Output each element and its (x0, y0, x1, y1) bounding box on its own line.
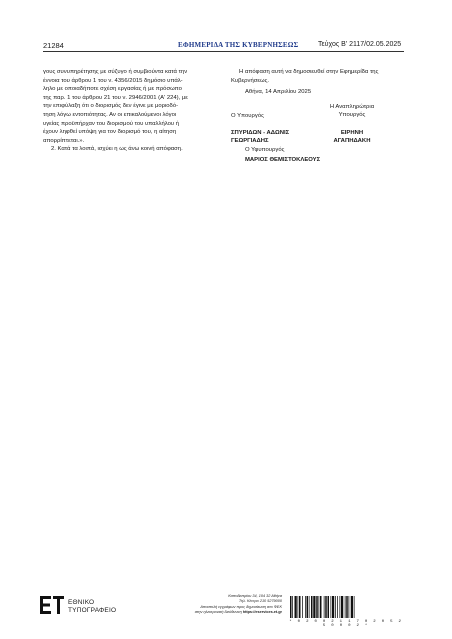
barcode-number: * 0 2 0 0 2 1 1 7 0 2 0 5 2 5 0 0 0 2 * (289, 620, 403, 628)
barcode-bar (299, 596, 301, 618)
signatory-right-role (312, 103, 392, 119)
name-line: ΑΓΑΠΗΔΑΚΗ (333, 138, 371, 144)
body-line: απορρίπτεται.». (43, 137, 85, 144)
body-line: έννοια του άρθρου 1 του ν. 4356/2015 δημόσιο υπάλ- (43, 77, 183, 84)
deputy-role: Ο Υφυπουργός (245, 147, 285, 153)
barcode-bar (349, 596, 350, 618)
et-logo-icon (40, 596, 64, 614)
footer-submission: Αποστολή εγγράφων προς δημοσίευση στο ΦΕΚ (200, 604, 282, 609)
gazette-title: ΕΦΗΜΕΡΙΔΑ ΤΗΣ ΚΥΒΕΡΝΗΣΕΩΣ (178, 41, 299, 49)
signatory-right-name (312, 129, 392, 145)
body-line: ληλο με οποιαδήποτε σχέση εργασίας ή με πρόσωπο (43, 86, 182, 93)
header-rule (43, 51, 404, 52)
barcode-bar (320, 596, 322, 618)
body-line: της παρ. 1 του άρθρου 21 του ν. 2946/2001 (Α' 224), με (43, 94, 188, 101)
barcode-bar (307, 596, 309, 618)
barcode-bar (302, 596, 303, 618)
barcode-bar (328, 596, 330, 618)
name-line: ΣΠΥΡΙΔΩΝ - ΑΔΩΝΙΣ (231, 130, 290, 136)
item-2: 2. Κατά τα λοιπά, ισχύει η ως άνω κοινή απόφαση. (51, 146, 183, 153)
barcode-bar (325, 596, 327, 618)
barcode-bar (290, 596, 292, 618)
role-line: Υπουργός (338, 112, 366, 118)
barcode-bar (332, 596, 334, 618)
barcode-bar (335, 596, 336, 618)
body-line: γους συνυπηρέτησης με σύζυγο ή συμβιούντα κατά την (43, 69, 188, 75)
publication-order-line: Κυβερνήσεως. (231, 77, 270, 84)
name-line: ΓΕΩΡΓΙΑΔΗΣ (231, 138, 269, 144)
barcode (289, 596, 403, 618)
barcode-bar (319, 596, 320, 618)
barcode-bar (351, 596, 353, 618)
signatory-left-role: Ο Υπουργός (231, 113, 264, 119)
left-column (43, 68, 206, 154)
barcode-bar (305, 596, 306, 618)
place-date: Αθήνα, 14 Απριλίου 2025 (245, 89, 312, 95)
logo-line-2: ΤΥΠΟΓΡΑΦΕΙΟ (68, 606, 117, 614)
barcode-bar (354, 596, 355, 618)
barcode-bar (295, 596, 297, 618)
name-line: ΕΙΡΗΝΗ (340, 130, 364, 136)
website-link[interactable]: https://eservices.et.gr (242, 609, 282, 614)
footer-address: Καποδιστρίου 34, 104 32 Αθήνα (228, 594, 282, 598)
signatory-left-name (231, 129, 311, 145)
publication-order-line: Η απόφαση αυτή να δημοσιευθεί στην Εφημερίδα της (239, 69, 379, 75)
body-line: έχουν ληφθεί υπόψη για τον διορισμό του, η αίτηση (43, 129, 177, 136)
body-line: υγείας προϋπήρχαν του διορισμού του υπαλλήλου ή (43, 120, 179, 127)
right-column (231, 68, 404, 85)
barcode-bar (309, 596, 310, 618)
barcode-bar (311, 596, 313, 618)
footer-submission-2: στην ηλεκτρονική διεύθυνση https://eservices.et.gr (194, 609, 282, 614)
body-line: την επιφύλαξη ότι ο διορισμός δεν έγινε με μοριοδό- (43, 103, 179, 110)
barcode-bar (337, 596, 338, 618)
role-line: Η Αναπληρώτρια (329, 104, 375, 110)
barcode-bar (345, 596, 346, 618)
barcode-bar (313, 596, 315, 618)
page-number: 21284 (43, 41, 64, 50)
issue-reference: Τεύχος Β' 2117/02.05.2025 (318, 41, 402, 48)
barcode-bar (341, 596, 343, 618)
barcode-bar (292, 596, 293, 618)
barcode-bar (324, 596, 325, 618)
body-line: τηση λόγω εντοπιότητας. Αν οι επικαλούμενοι λόγοι (43, 111, 177, 118)
footer-contact (120, 594, 282, 615)
barcode-bar (340, 596, 341, 618)
deputy-name: ΜΑΡΙΟΣ ΘΕΜΙΣΤΟΚΛΕΟΥΣ (245, 157, 321, 163)
barcode-bar (331, 596, 332, 618)
footer-phone: Τηλ. Κέντρο 210 5279000 (238, 599, 282, 604)
logo-line-1: ΕΘΝΙΚΟ (68, 599, 95, 606)
barcode-bar (316, 596, 318, 618)
barcode-bar (346, 596, 348, 618)
barcode-bar (298, 596, 299, 618)
